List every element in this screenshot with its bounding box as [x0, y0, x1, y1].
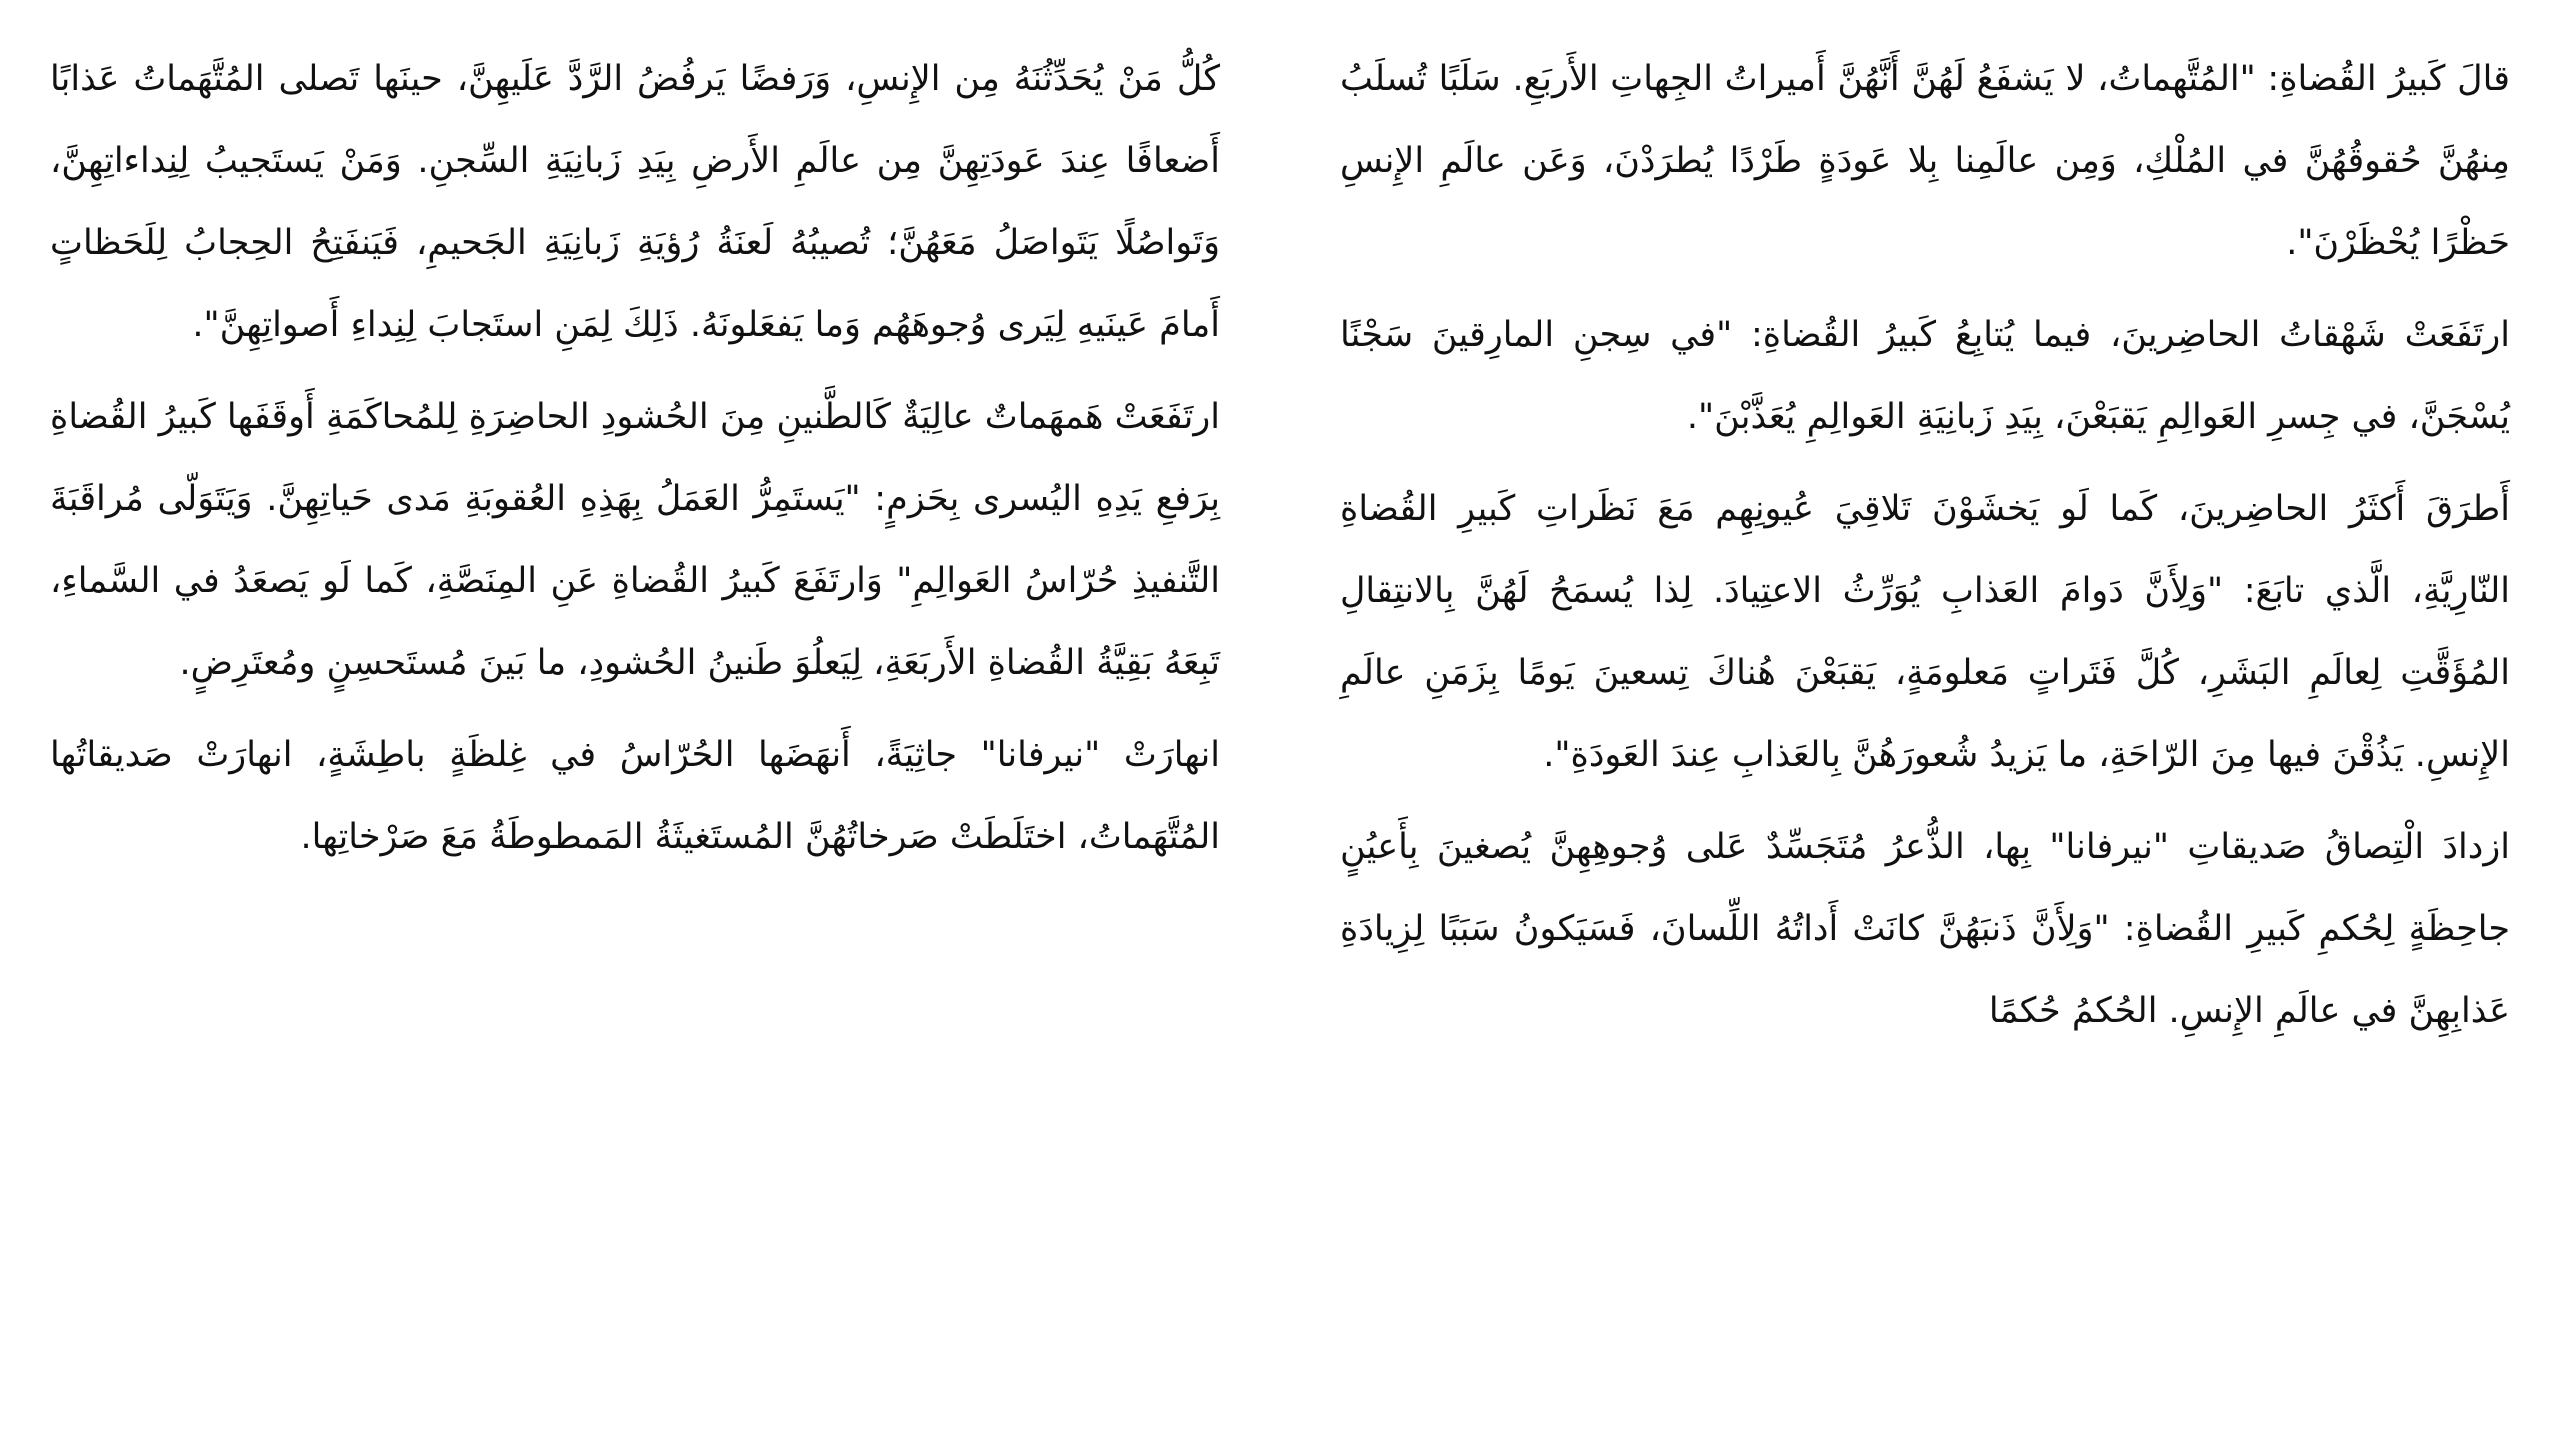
left-column	[50, 38, 1220, 888]
paragraph: ارتَفَعَتْ شَهْقاتُ الحاضِرينَ، فيما يُتابِعُ كَبيرُ القُضاةِ: "في سِجنِ المارِقينَ سَجْنًا يُسْجَنَّ، في جِسرِ العَوالِمِ يَقبَعْنَ، بِيَدِ زَبانِيَةِ العَوالِمِ يُعَذَّبْنَ".	[1340, 315, 2510, 437]
paragraph: أَطرَقَ أَكثَرُ الحاضِرينَ، كَما لَو يَخشَوْنَ تَلاقِيَ عُيونِهِم مَعَ نَظَراتِ كَبيرِ القُضاةِ النّارِيَّةِ، الَّذي تابَعَ: "وَلِأَنَّ دَوامَ العَذابِ يُوَرِّثُ الاعتِيادَ. لِذا يُسمَحُ لَهُنَّ بِالانتِقالِ المُؤَقَّتِ لِعالَمِ البَشَرِ، كُلَّ فَتَراتٍ مَعلومَةٍ، يَقبَعْنَ هُناكَ تِسعينَ يَومًا بِزَمَنِ عالَمِ الإِنسِ. يَذُقْنَ فيها مِنَ الرّاحَةِ، ما يَزيدُ شُعورَهُنَّ بِالعَذابِ عِندَ العَودَةِ".	[1340, 489, 2510, 775]
paragraph: انهارَتْ "نيرفانا" جاثِيَةً، أَنهَضَها الحُرّاسُ في غِلظَةٍ باطِشَةٍ، انهارَتْ صَديقاتُها المُتَّهَماتُ، اختَلَطَتْ صَرخاتُهُنَّ المُستَغيثَةُ المَمطوطَةُ مَعَ صَرْخاتِها.	[50, 735, 1220, 857]
paragraph: قالَ كَبيرُ القُضاةِ: "المُتَّهماتُ، لا يَشفَعُ لَهُنَّ أَنَّهُنَّ أَميراتُ الجِهاتِ الأَربَعِ. سَلَبًا تُسلَبُ مِنهُنَّ حُقوقُهُنَّ في المُلْكِ، وَمِن عالَمِنا بِلا عَودَةٍ طَرْدًا يُطرَدْنَ، وَعَن عالَمِ الإِنسِ حَظْرًا يُحْظَرْنَ".	[1340, 59, 2510, 263]
paragraph: ازدادَ الْتِصاقُ صَديقاتِ "نيرفانا" بِها، الذُّعرُ مُتَجَسِّدٌ عَلى وُجوهِهِنَّ يُصغينَ بِأَعيُنٍ جاحِظَةٍ لِحُكمِ كَبيرِ القُضاةِ: "وَلِأَنَّ ذَنبَهُنَّ كانَتْ أَداتُهُ اللِّسانَ، فَسَيَكونُ سَبَبًا لِزِيادَةِ عَذابِهِنَّ في عالَمِ الإِنسِ. الحُكمُ حُكمًا	[1340, 827, 2510, 1031]
paragraph: كُلُّ مَنْ يُحَدِّثُنَهُ مِن الإِنسِ، وَرَفضًا يَرفُضُ الرَّدَّ عَلَيهِنَّ، حينَها تَصلى المُتَّهَماتُ عَذابًا أَضعافًا عِندَ عَودَتِهِنَّ مِن عالَمِ الأَرضِ بِيَدِ زَبانِيَةِ السِّجنِ. وَمَنْ يَستَجيبُ لِنِداءاتِهِنَّ، وَتَواصُلًا يَتَواصَلُ مَعَهُنَّ؛ تُصيبُهُ لَعنَةُ رُؤيَةِ زَبانِيَةِ الجَحيمِ، فَيَنفَتِحُ الحِجابُ لِلَحَظاتٍ أَمامَ عَينَيهِ لِيَرى وُجوهَهُم وَما يَفعَلونَهُ. ذَلِكَ لِمَنِ استَجابَ لِنِداءِ أَصواتِهِنَّ".	[50, 59, 1220, 345]
paragraph: ارتَفَعَتْ هَمهَماتٌ عالِيَةٌ كَالطَّنينِ مِنَ الحُشودِ الحاضِرَةِ لِلمُحاكَمَةِ أَوقَفَها كَبيرُ القُضاةِ بِرَفعِ يَدِهِ اليُسرى بِحَزمٍ: "يَستَمِرُّ العَمَلُ بِهَذِهِ العُقوبَةِ مَدى حَياتِهِنَّ. وَيَتَوَلّى مُراقَبَةَ التَّنفيذِ حُرّاسُ العَوالِمِ" وَارتَفَعَ كَبيرُ القُضاةِ عَنِ المِنَصَّةِ، كَما لَو يَصعَدُ في السَّماءِ، تَبِعَهُ بَقِيَّةُ القُضاةِ الأَربَعَةِ، لِيَعلُوَ طَنينُ الحُشودِ، ما بَينَ مُستَحسِنٍ ومُعتَرِضٍ.	[50, 397, 1220, 683]
right-column	[1340, 38, 2510, 1062]
